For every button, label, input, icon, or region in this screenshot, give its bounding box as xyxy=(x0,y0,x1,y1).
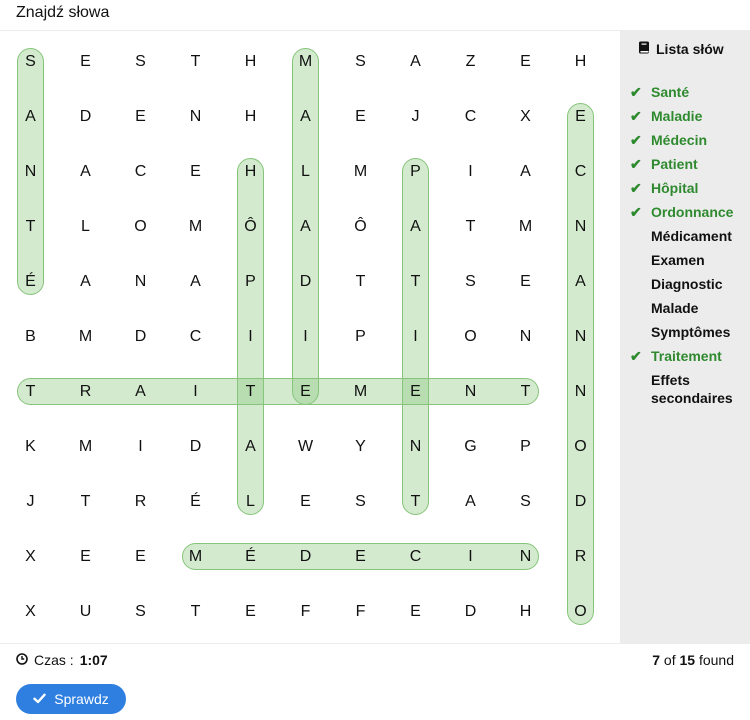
grid-cell[interactable]: T xyxy=(25,217,36,235)
word-text: Ordonnance xyxy=(651,204,734,220)
check-button[interactable] xyxy=(16,684,126,714)
grid-cell[interactable]: J xyxy=(26,492,35,510)
grid-cell[interactable]: E xyxy=(135,547,146,565)
found-of: of xyxy=(663,652,676,668)
grid-cell[interactable]: D xyxy=(79,107,92,125)
grid-cell[interactable]: M xyxy=(353,162,368,180)
grid-cell[interactable]: A xyxy=(80,162,91,180)
grid-cell[interactable]: M xyxy=(353,382,368,400)
grid-cell[interactable]: T xyxy=(80,492,91,510)
grid-cell[interactable]: X xyxy=(25,602,36,620)
grid-cell[interactable]: N xyxy=(519,547,532,565)
puzzle-board xyxy=(0,30,750,644)
found-check-icon: ✔ xyxy=(630,180,642,196)
grid-cell[interactable]: N xyxy=(519,327,532,345)
grid-cell[interactable]: C xyxy=(134,162,147,180)
grid-cell[interactable]: T xyxy=(245,382,256,400)
found-counter xyxy=(652,652,734,668)
grid-cell[interactable]: D xyxy=(574,492,587,510)
grid-cell[interactable]: C xyxy=(464,107,477,125)
word-list-item xyxy=(630,155,750,173)
word-list-item xyxy=(630,299,750,317)
grid-cell[interactable]: A xyxy=(520,162,531,180)
grid-cell[interactable]: A xyxy=(575,272,586,290)
found-count: 7 xyxy=(652,652,661,668)
grid-cell[interactable]: T xyxy=(410,272,421,290)
word-list-item xyxy=(630,203,750,221)
grid-cell[interactable]: A xyxy=(135,382,146,400)
grid-cell[interactable]: R xyxy=(79,382,92,400)
grid-cell[interactable]: T xyxy=(355,272,366,290)
grid-cell[interactable]: S xyxy=(25,52,36,70)
grid-cell[interactable]: Y xyxy=(355,437,366,455)
grid-cell[interactable]: N xyxy=(409,437,422,455)
grid-cell[interactable]: K xyxy=(25,437,36,455)
grid-cell[interactable]: A xyxy=(465,492,476,510)
timer-value: 1:07 xyxy=(79,652,108,668)
word-list-item xyxy=(630,107,750,125)
timer xyxy=(16,652,108,668)
timer-label: Czas : xyxy=(34,652,74,668)
found-check-icon: ✔ xyxy=(630,132,642,148)
grid-cell[interactable]: E xyxy=(190,162,201,180)
grid-cell[interactable]: F xyxy=(355,602,366,620)
grid-cell[interactable]: N xyxy=(574,327,587,345)
grid-cell[interactable]: X xyxy=(25,547,36,565)
grid-cell[interactable]: E xyxy=(245,602,256,620)
word-text: Effets secondaires xyxy=(651,372,733,406)
grid-cell[interactable]: E xyxy=(135,107,146,125)
grid-cell[interactable]: A xyxy=(410,52,421,70)
grid-cell[interactable]: É xyxy=(190,492,201,510)
grid-cell[interactable]: P xyxy=(410,162,421,180)
grid-cell[interactable]: P xyxy=(520,437,531,455)
grid-cell[interactable]: I xyxy=(468,162,473,180)
grid-cell[interactable]: C xyxy=(409,547,422,565)
grid-cell[interactable]: É xyxy=(25,272,36,290)
grid-cell[interactable]: C xyxy=(574,162,587,180)
grid-cell[interactable]: A xyxy=(80,272,91,290)
word-text: Hôpital xyxy=(651,180,699,196)
grid-cell[interactable]: G xyxy=(464,437,477,455)
word-text: Patient xyxy=(651,156,698,172)
grid-cell[interactable]: O xyxy=(134,217,147,235)
grid-cell[interactable]: D xyxy=(134,327,147,345)
grid-cell[interactable]: B xyxy=(25,327,36,345)
word-list-item xyxy=(630,371,750,407)
grid-cell[interactable]: E xyxy=(520,272,531,290)
grid-cell[interactable]: S xyxy=(520,492,531,510)
word-list-title: Lista słów xyxy=(656,41,724,57)
grid-cell[interactable]: T xyxy=(190,602,201,620)
grid-cell[interactable]: H xyxy=(244,107,257,125)
grid-cell[interactable]: D xyxy=(299,272,312,290)
grid-cell[interactable]: E xyxy=(355,547,366,565)
word-text: Examen xyxy=(651,252,705,268)
grid-cell[interactable]: I xyxy=(303,327,308,345)
check-button-label: Sprawdz xyxy=(54,691,109,707)
word-list xyxy=(630,83,750,413)
word-text: Malade xyxy=(651,300,699,316)
grid-cell[interactable]: E xyxy=(520,52,531,70)
grid-cell[interactable]: M xyxy=(188,217,203,235)
grid-cell[interactable]: H xyxy=(244,52,257,70)
grid-cell[interactable]: A xyxy=(300,217,311,235)
grid-cell[interactable]: S xyxy=(465,272,476,290)
word-list-item xyxy=(630,179,750,197)
grid-cell[interactable]: S xyxy=(355,52,366,70)
grid-cell[interactable]: E xyxy=(80,52,91,70)
grid-cell[interactable]: F xyxy=(300,602,311,620)
grid-cell[interactable]: Ô xyxy=(244,217,257,235)
grid-cell[interactable]: S xyxy=(355,492,366,510)
grid-cell[interactable]: O xyxy=(574,437,587,455)
grid-cell[interactable]: D xyxy=(464,602,477,620)
grid-cell[interactable]: Z xyxy=(465,52,476,70)
letter-grid[interactable] xyxy=(0,31,620,643)
grid-cell[interactable]: N xyxy=(574,382,587,400)
grid-cell[interactable]: U xyxy=(79,602,92,620)
page-title: Znajdź słowa xyxy=(16,4,110,21)
found-check-icon: ✔ xyxy=(630,108,642,124)
grid-cell[interactable]: D xyxy=(189,437,202,455)
grid-cell[interactable]: T xyxy=(190,52,201,70)
grid-cell[interactable]: M xyxy=(78,327,93,345)
grid-cell[interactable]: I xyxy=(248,327,253,345)
grid-cell[interactable]: E xyxy=(410,602,421,620)
grid-cell[interactable]: M xyxy=(78,437,93,455)
check-icon xyxy=(33,691,46,707)
grid-cell[interactable]: L xyxy=(301,162,310,180)
grid-cell[interactable]: H xyxy=(244,162,257,180)
grid-cell[interactable]: M xyxy=(188,547,203,565)
word-list-item xyxy=(630,227,750,245)
word-list-item xyxy=(630,275,750,293)
grid-cell[interactable]: R xyxy=(574,547,587,565)
grid-cell[interactable]: C xyxy=(189,327,202,345)
found-check-icon: ✔ xyxy=(630,84,642,100)
found-check-icon: ✔ xyxy=(630,204,642,220)
word-text: Maladie xyxy=(651,108,703,124)
word-list-item xyxy=(630,83,750,101)
grid-cell[interactable]: O xyxy=(574,602,587,620)
grid-cell[interactable]: D xyxy=(299,547,312,565)
grid-cell[interactable]: N xyxy=(24,162,37,180)
grid-cell[interactable]: A xyxy=(25,107,36,125)
grid-cell[interactable]: E xyxy=(355,107,366,125)
grid-cell[interactable]: T xyxy=(25,382,36,400)
grid-cell[interactable]: J xyxy=(411,107,420,125)
grid-cell[interactable]: P xyxy=(245,272,256,290)
word-list-item xyxy=(630,323,750,341)
grid-cell[interactable]: T xyxy=(465,217,476,235)
grid-cell[interactable]: P xyxy=(355,327,366,345)
word-list-item xyxy=(630,347,750,365)
grid-cell[interactable]: A xyxy=(410,217,421,235)
found-total: 15 xyxy=(679,652,696,668)
word-text: Diagnostic xyxy=(651,276,723,292)
grid-cell[interactable]: A xyxy=(245,437,256,455)
book-icon xyxy=(638,41,650,57)
grid-cell[interactable]: H xyxy=(574,52,587,70)
grid-cell[interactable]: A xyxy=(190,272,201,290)
word-text: Médicament xyxy=(651,228,732,244)
grid-cell[interactable]: I xyxy=(413,327,418,345)
word-text: Traitement xyxy=(651,348,722,364)
grid-cell[interactable]: L xyxy=(246,492,255,510)
grid-cell[interactable]: S xyxy=(135,602,146,620)
grid-cell[interactable]: M xyxy=(518,217,533,235)
word-text: Santé xyxy=(651,84,690,100)
grid-cell[interactable]: H xyxy=(519,602,532,620)
grid-cell[interactable]: N xyxy=(464,382,477,400)
word-list-panel xyxy=(620,31,750,643)
grid-cell[interactable]: T xyxy=(410,492,421,510)
grid-cell[interactable]: E xyxy=(410,382,421,400)
word-list-item xyxy=(630,251,750,269)
grid-cell[interactable]: E xyxy=(300,492,311,510)
word-text: Médecin xyxy=(651,132,708,148)
found-check-icon: ✔ xyxy=(630,348,642,364)
grid-cell[interactable]: N xyxy=(189,107,202,125)
grid-cell[interactable]: X xyxy=(520,107,531,125)
grid-cell[interactable]: N xyxy=(574,217,587,235)
grid-cell[interactable]: A xyxy=(300,107,311,125)
found-check-icon: ✔ xyxy=(630,156,642,172)
grid-cell[interactable]: I xyxy=(468,547,473,565)
word-text: Symptômes xyxy=(651,324,731,340)
grid-cell[interactable]: M xyxy=(298,52,313,70)
grid-cell[interactable]: E xyxy=(300,382,311,400)
grid-cell[interactable]: N xyxy=(134,272,147,290)
grid-cell[interactable]: L xyxy=(81,217,90,235)
grid-cell[interactable]: O xyxy=(464,327,477,345)
grid-cell[interactable]: Ô xyxy=(354,217,367,235)
grid-cell[interactable]: I xyxy=(138,437,143,455)
word-list-item xyxy=(630,131,750,149)
grid-cell[interactable]: I xyxy=(193,382,198,400)
grid-cell[interactable]: W xyxy=(297,437,314,455)
grid-cell[interactable]: T xyxy=(520,382,531,400)
word-list-header xyxy=(638,41,724,57)
grid-cell[interactable]: É xyxy=(245,547,256,565)
grid-cell[interactable]: R xyxy=(134,492,147,510)
grid-cell[interactable]: E xyxy=(575,107,586,125)
grid-cell[interactable]: E xyxy=(80,547,91,565)
found-label: found xyxy=(698,652,734,668)
clock-icon xyxy=(16,652,28,668)
grid-cell[interactable]: S xyxy=(135,52,146,70)
